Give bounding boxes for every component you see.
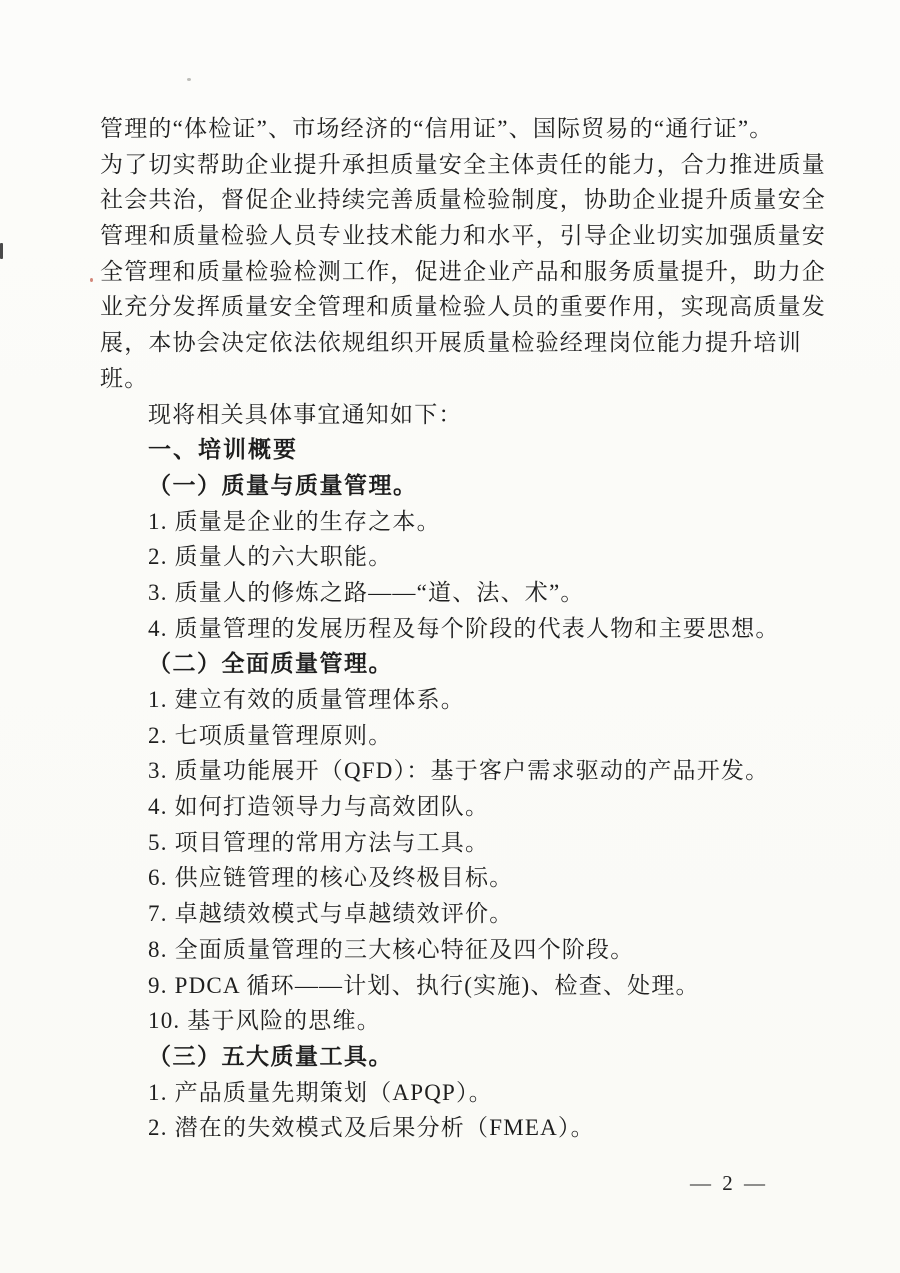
- section-heading-training-overview: 一、培训概要: [148, 436, 298, 463]
- scan-artifact-left-tick: [0, 243, 3, 259]
- scan-artifact-red-speck: [90, 278, 93, 282]
- paragraph-line: 管理的“体检证”、市场经济的“信用证”、国际贸易的“通行证”。: [100, 116, 774, 141]
- list-item: 9. PDCA 循环——计划、执行(实施)、检查、处理。: [148, 972, 700, 998]
- list-item: 8. 全面质量管理的三大核心特征及四个阶段。: [148, 936, 635, 962]
- page-number: — 2 —: [690, 1171, 768, 1195]
- list-item: 1. 建立有效的质量管理体系。: [148, 687, 465, 712]
- paragraph-line: 社会共治，督促企业持续完善质量检验制度，协助企业提升质量安全: [100, 187, 826, 213]
- list-item: 3. 质量人的修炼之路——“道、法、术”。: [148, 579, 585, 605]
- paragraph-line: 全管理和质量检验检测工作，促进企业产品和服务质量提升，助力企: [100, 258, 826, 284]
- subsection-heading-quality-and-management: （一）质量与质量管理。: [148, 472, 418, 498]
- list-item: 4. 质量管理的发展历程及每个阶段的代表人物和主要思想。: [148, 615, 780, 641]
- paragraph-line: 管理和质量检验人员专业技术能力和水平，引导企业切实加强质量安: [100, 223, 826, 249]
- subsection-heading-total-quality-management: （二）全面质量管理。: [148, 651, 393, 677]
- list-item: 1. 产品质量先期策划（APQP）。: [148, 1079, 493, 1105]
- list-item: 1. 质量是企业的生存之本。: [148, 508, 441, 534]
- scan-artifact-gray-speck: [187, 78, 191, 81]
- paragraph-line: 展，本协会决定依法依规组织开展质量检验经理岗位能力提升培训: [100, 330, 802, 356]
- paragraph-line: 业充分发挥质量安全管理和质量检验人员的重要作用，实现高质量发: [100, 294, 826, 320]
- list-item: 3. 质量功能展开（QFD）：基于客户需求驱动的产品开发。: [148, 758, 770, 784]
- list-item: 2. 潜在的失效模式及后果分析（FMEA）。: [148, 1115, 595, 1141]
- document-body: [100, 111, 826, 1146]
- list-item: 2. 质量人的六大职能。: [148, 544, 393, 570]
- paragraph-line: 为了切实帮助企业提升承担质量安全主体责任的能力，合力推进质量: [100, 151, 826, 177]
- list-item: 4. 如何打造领导力与高效团队。: [148, 794, 490, 820]
- list-item: 10. 基于风险的思维。: [148, 1008, 381, 1034]
- paragraph-line: 班。: [100, 365, 149, 391]
- list-item: 5. 项目管理的常用方法与工具。: [148, 829, 490, 855]
- list-item: 2. 七项质量管理原则。: [148, 722, 393, 748]
- subsection-heading-five-quality-tools: （三）五大质量工具。: [148, 1043, 393, 1069]
- list-item: 6. 供应链管理的核心及终极目标。: [148, 865, 514, 891]
- notice-line: 现将相关具体事宜通知如下：: [148, 401, 463, 427]
- list-item: 7. 卓越绩效模式与卓越绩效评价。: [148, 901, 514, 927]
